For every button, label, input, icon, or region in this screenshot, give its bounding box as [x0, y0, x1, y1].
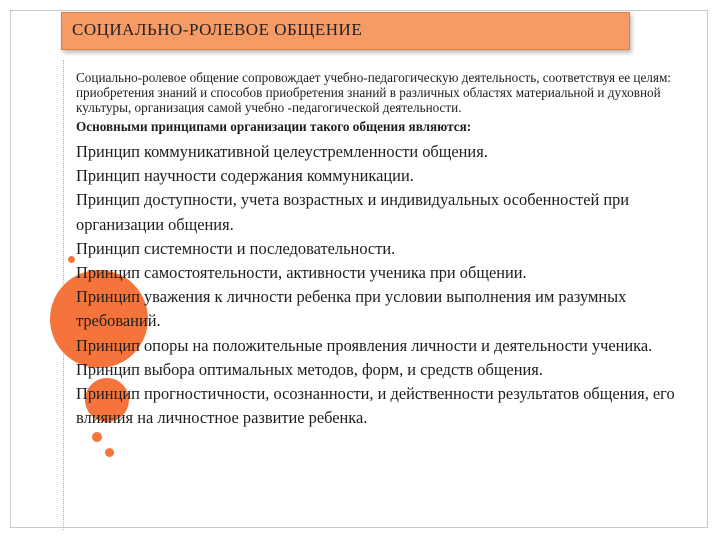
decorative-circle-small	[105, 448, 114, 457]
title-banner	[61, 12, 630, 50]
decorative-dot	[68, 256, 75, 263]
list-item: Принцип коммуникативной целеустремленности общения.	[76, 142, 488, 161]
principles-list	[76, 140, 696, 430]
slide-content	[76, 70, 696, 430]
decorative-circle-small	[92, 432, 102, 442]
list-item: Принцип прогностичности, осознанности, и действенности результатов общения, его влияния на личностное развитие ребенка.	[76, 384, 675, 428]
principles-heading: Основными принципами организации такого общения являются:	[76, 119, 472, 134]
slide-title: СОЦИАЛЬНО-РОЛЕВОЕ ОБЩЕНИЕ	[72, 20, 363, 39]
list-item: Принцип уважения к личности ребенка при условии выполнения им разумных требований.	[76, 287, 627, 331]
list-item: Принцип научности содержания коммуникации.	[76, 166, 414, 186]
list-item: Принцип выбора оптимальных методов, форм, и средств общения.	[76, 359, 543, 379]
list-item: Принцип самостоятельности, активности ученика при общении.	[76, 263, 527, 283]
list-item: Принцип опоры на положительные проявления личности и деятельности ученика.	[76, 335, 653, 355]
list-item: Принцип системности и последовательности.	[76, 238, 396, 258]
list-item: Принцип доступности, учета возрастных и индивидуальных особенностей при организации общения.	[76, 190, 630, 234]
intro-paragraph: Социально-ролевое общение сопровождает учебно-педагогическую деятельность, соответствуя ее целям: приобретения знаний и способов приобретения знаний в различных областях материальной и духовной культуры, организация самой учебно -педагогической деятельности.	[76, 70, 671, 115]
